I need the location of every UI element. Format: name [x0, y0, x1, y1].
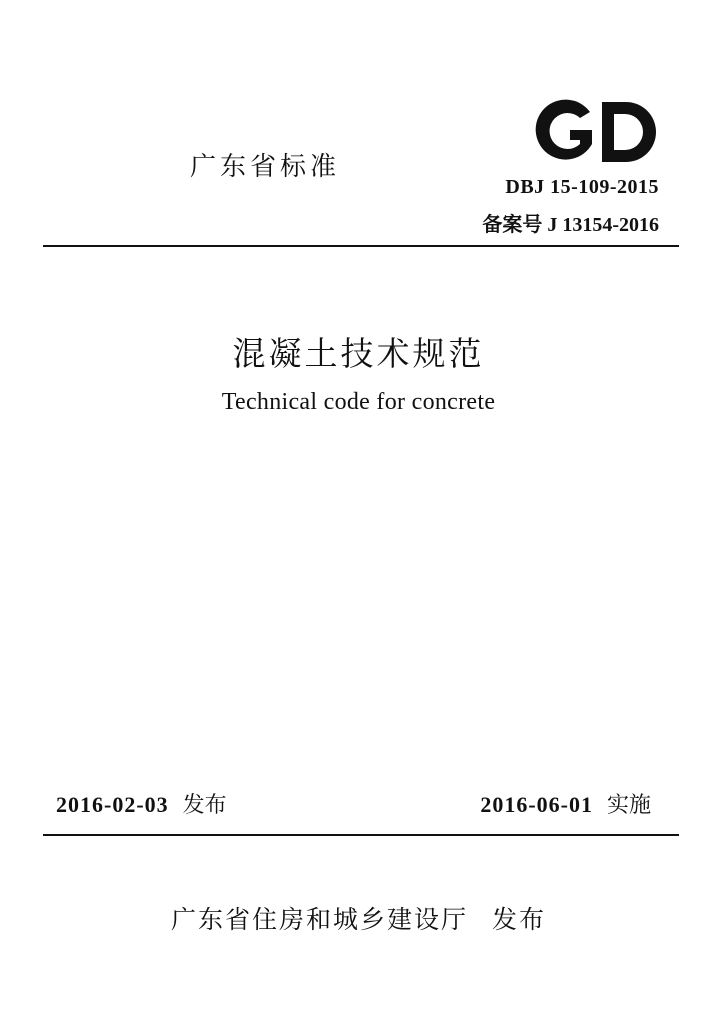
document-title-english: Technical code for concrete	[221, 389, 496, 415]
implementation-label: 实施	[606, 793, 651, 818]
publisher-line	[0, 900, 717, 936]
implementation-date-line	[480, 788, 651, 819]
standard-category: 广东省标准	[190, 152, 341, 182]
standard-number: DBJ 15-109-2015	[505, 176, 659, 198]
issue-label: 发布	[182, 793, 227, 818]
record-number: 备案号 J 13154-2016	[482, 214, 659, 236]
publisher-label: 发布	[492, 905, 547, 934]
issue-date-line	[56, 788, 227, 819]
publisher-name: 广东省住房和城乡建设厅	[170, 905, 468, 934]
gd-logo	[534, 96, 659, 168]
document-title-chinese: 混凝土技术规范	[232, 334, 485, 373]
bottom-divider	[43, 834, 679, 836]
issue-date: 2016-02-03	[56, 792, 169, 817]
top-divider	[43, 245, 679, 247]
implementation-date: 2016-06-01	[480, 792, 593, 817]
